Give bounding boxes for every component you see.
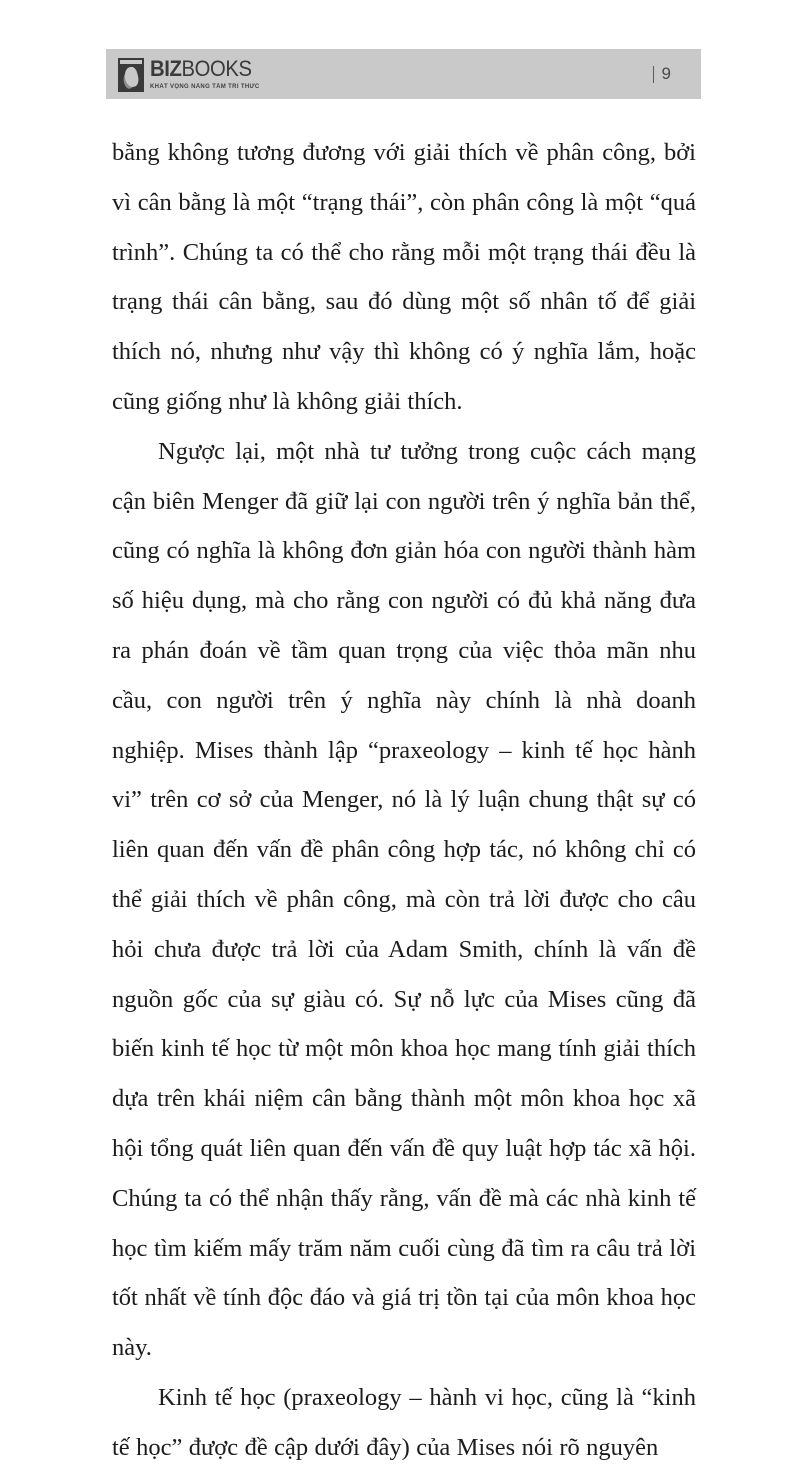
- folio-divider: [653, 66, 654, 83]
- logo-text-group: [150, 58, 263, 90]
- publisher-tagline: KHÁT VỌNG NÂNG TẦM TRI THỨC: [150, 83, 260, 90]
- wordmark-biz: BIZ: [150, 56, 182, 81]
- running-header: [106, 49, 701, 99]
- page-folio: [653, 64, 671, 84]
- paragraph: Ngược lại, một nhà tư tưởng trong cuộc cách mạng cận biên Menger đã giữ lại con người trên ý nghĩa bản thể, cũng có nghĩa là không đơn giản hóa con người thành hàm số hiệu dụng, mà cho rằng con người có đủ khả năng đưa ra phán đoán về tầm quan trọng của việc thỏa mãn nhu cầu, con người trên ý nghĩa này chính là nhà doanh nghiệp. Mises thành lập “praxeology – kinh tế học hành vi” trên cơ sở của Menger, nó là lý luận chung thật sự có liên quan đến vấn đề phân công hợp tác, nó không chỉ có thể giải thích về phân công, mà còn trả lời được cho câu hỏi chưa được trả lời của Adam Smith, chính là vấn đề nguồn gốc của sự giàu có. Sự nỗ lực của Mises cũng đã biến kinh tế học từ một môn khoa học mang tính giải thích dựa trên khái niệm cân bằng thành một môn khoa học xã hội tổng quát liên quan đến vấn đề quy luật hợp tác xã hội. Chúng ta có thể nhận thấy rằng, vấn đề mà các nhà kinh tế học tìm kiếm mấy trăm năm cuối cùng đã tìm ra câu trả lời tốt nhất về tính độc đáo và giá trị tồn tại của môn khoa học này.: [112, 437, 696, 1362]
- page-number: 9: [661, 64, 671, 83]
- wordmark-books: BOOKS: [181, 56, 252, 81]
- publisher-wordmark: [150, 58, 254, 80]
- book-figure-icon: [118, 58, 144, 92]
- body-text-column: [112, 128, 696, 1473]
- paragraph: bằng không tương đương với giải thích về phân công, bởi vì cân bằng là một “trạng thái”, còn phân công là một “quá trình”. Chúng ta có thể cho rằng mỗi một trạng thái đều là trạng thái cân bằng, sau đó dùng một số nhân tố để giải thích nó, nhưng như vậy thì không có ý nghĩa lắm, hoặc cũng giống như là không giải thích.: [112, 139, 696, 415]
- paragraph: Kinh tế học (praxeology – hành vi học, cũng là “kinh tế học” được đề cập dưới đây) của Mises nói rõ nguyên: [112, 1383, 696, 1461]
- publisher-logo: [118, 58, 263, 92]
